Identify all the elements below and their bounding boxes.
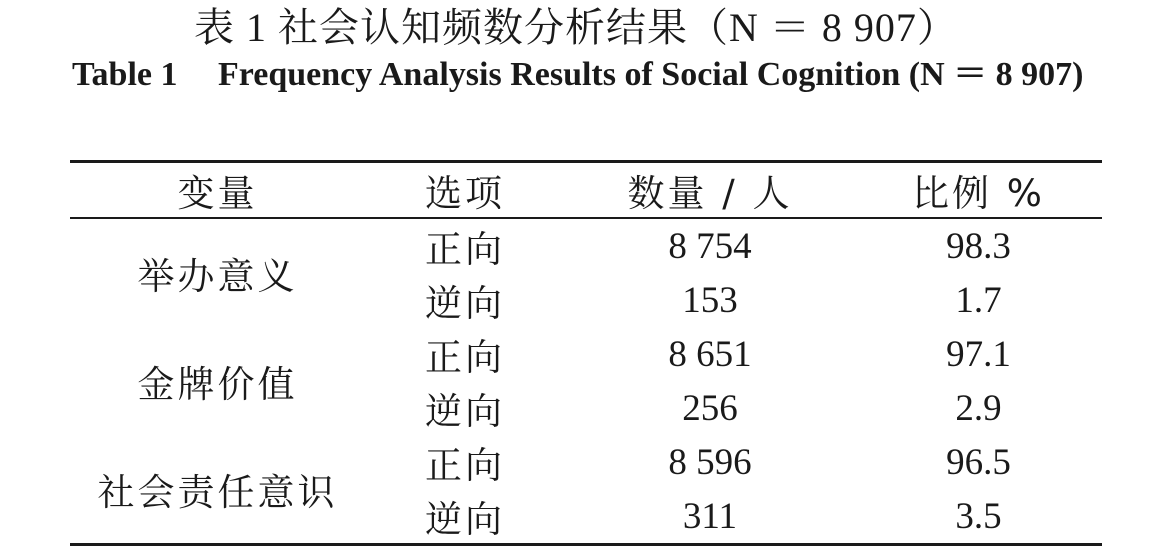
option-cell: 逆向 <box>425 498 505 541</box>
option-cell: 正向 <box>425 336 505 379</box>
frequency-table <box>70 160 1102 546</box>
percent-cell: 1.7 <box>955 279 1002 321</box>
percent-cell: 3.5 <box>955 495 1002 537</box>
count-cell: 8 651 <box>668 333 752 375</box>
table-row <box>70 218 1102 273</box>
table-header-row <box>70 162 1102 219</box>
count-cell: 311 <box>682 495 738 537</box>
variable-cell: 金牌价值 <box>137 363 298 406</box>
option-cell: 逆向 <box>425 390 505 433</box>
table-title-english <box>72 56 1112 94</box>
count-cell: 8 596 <box>668 441 752 483</box>
table-title-chinese: 表 1 社会认知频数分析结果（N ＝ 8 907） <box>194 5 958 50</box>
count-cell: 256 <box>682 387 738 429</box>
count-cell: 8 754 <box>668 225 752 267</box>
header-variable: 变量 <box>177 172 258 215</box>
variable-cell: 举办意义 <box>137 255 298 298</box>
table-row <box>70 327 1102 381</box>
header-count: 数量 / 人 <box>627 172 793 215</box>
option-cell: 正向 <box>425 228 505 271</box>
table-caption-text: Frequency Analysis Results of Social Cognition (N ＝ 8 907) <box>218 56 1084 93</box>
header-option: 选项 <box>425 172 505 215</box>
percent-cell: 98.3 <box>946 225 1011 267</box>
percent-cell: 97.1 <box>946 333 1011 375</box>
variable-cell: 社会责任意识 <box>97 471 338 514</box>
count-cell: 153 <box>682 279 738 321</box>
option-cell: 正向 <box>425 444 505 487</box>
option-cell: 逆向 <box>425 282 505 325</box>
header-percent: 比例 % <box>912 172 1045 215</box>
percent-cell: 96.5 <box>946 441 1011 483</box>
table-number-label: Table 1 <box>72 56 178 93</box>
percent-cell: 2.9 <box>955 387 1002 429</box>
table-row <box>70 435 1102 489</box>
